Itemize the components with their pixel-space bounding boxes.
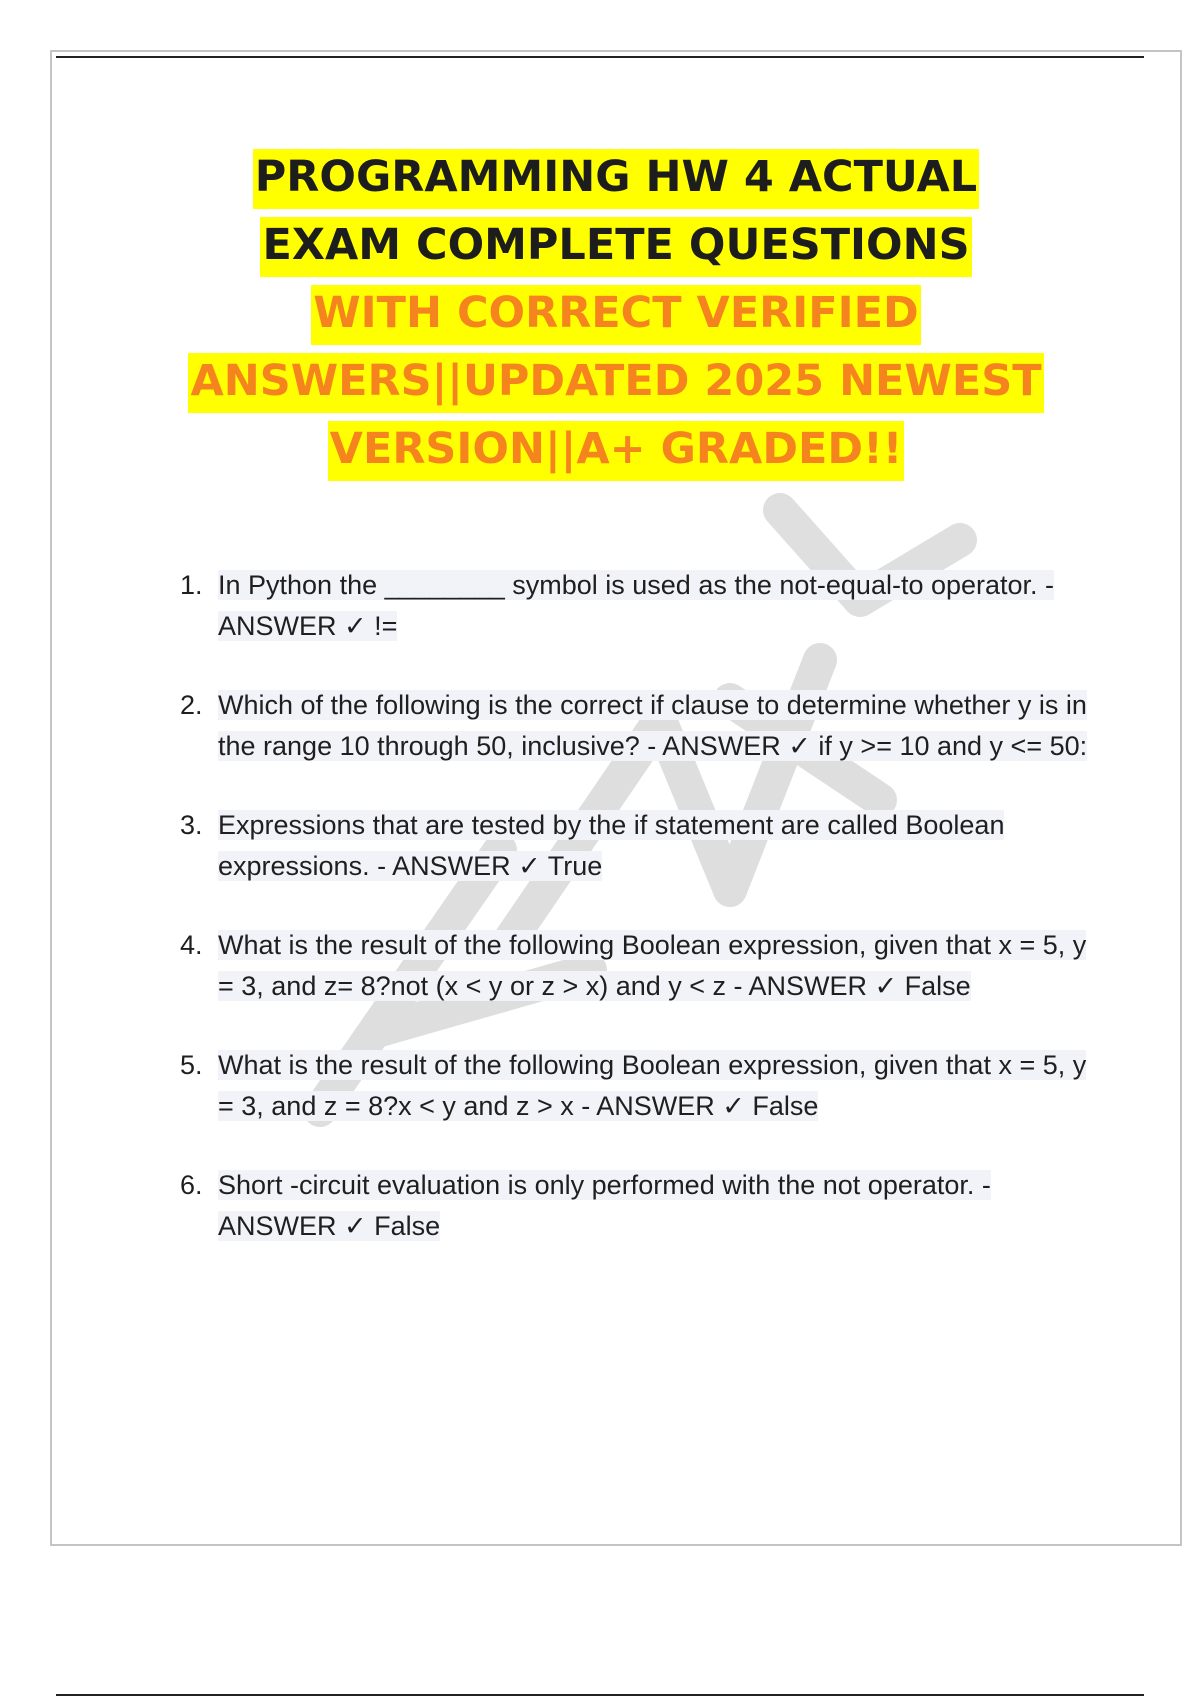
- question-number: 3.: [180, 810, 203, 840]
- question-text: What is the result of the following Boolean expression, given that x = 5, y = 3, and z = 8?x < y and z > x - ANSWER ✓ False: [218, 1050, 1087, 1121]
- question-number: 6.: [180, 1170, 203, 1200]
- title-line-1: PROGRAMMING HW 4 ACTUAL: [60, 143, 1172, 211]
- question-item: [180, 685, 1090, 767]
- question-number: 5.: [180, 1050, 203, 1080]
- question-text: Short -circuit evaluation is only performed with the not operator. - ANSWER ✓ False: [218, 1170, 991, 1241]
- question-number: 4.: [180, 930, 203, 960]
- question-number: 1.: [180, 570, 203, 600]
- question-number: 2.: [180, 690, 203, 720]
- question-item: [180, 565, 1090, 647]
- question-text: Which of the following is the correct if clause to determine whether y is in the range 10 through 50, inclusive? - ANSWER ✓ if y >= 10 and y <= 50:: [218, 690, 1088, 761]
- question-item: [180, 1165, 1090, 1247]
- question-text: In Python the ________ symbol is used as the not-equal-to operator. - ANSWER ✓ !=: [218, 570, 1055, 641]
- question-item: [180, 805, 1090, 887]
- document-title: [60, 143, 1172, 483]
- question-item: [180, 925, 1090, 1007]
- title-line-4: ANSWERS||UPDATED 2025 NEWEST: [60, 347, 1172, 415]
- question-text: What is the result of the following Boolean expression, given that x = 5, y = 3, and z= 8?not (x < y or z > x) and y < z - ANSWER ✓ False: [218, 930, 1087, 1001]
- question-item: [180, 1045, 1090, 1127]
- top-rule: [56, 56, 1144, 58]
- question-list: [180, 565, 1090, 1285]
- title-line-2: EXAM COMPLETE QUESTIONS: [60, 211, 1172, 279]
- title-line-5: VERSION||A+ GRADED!!: [60, 415, 1172, 483]
- bottom-rule: [56, 1694, 1144, 1696]
- title-line-3: WITH CORRECT VERIFIED: [60, 279, 1172, 347]
- question-text: Expressions that are tested by the if statement are called Boolean expressions. - ANSWER ✓ True: [218, 810, 1005, 881]
